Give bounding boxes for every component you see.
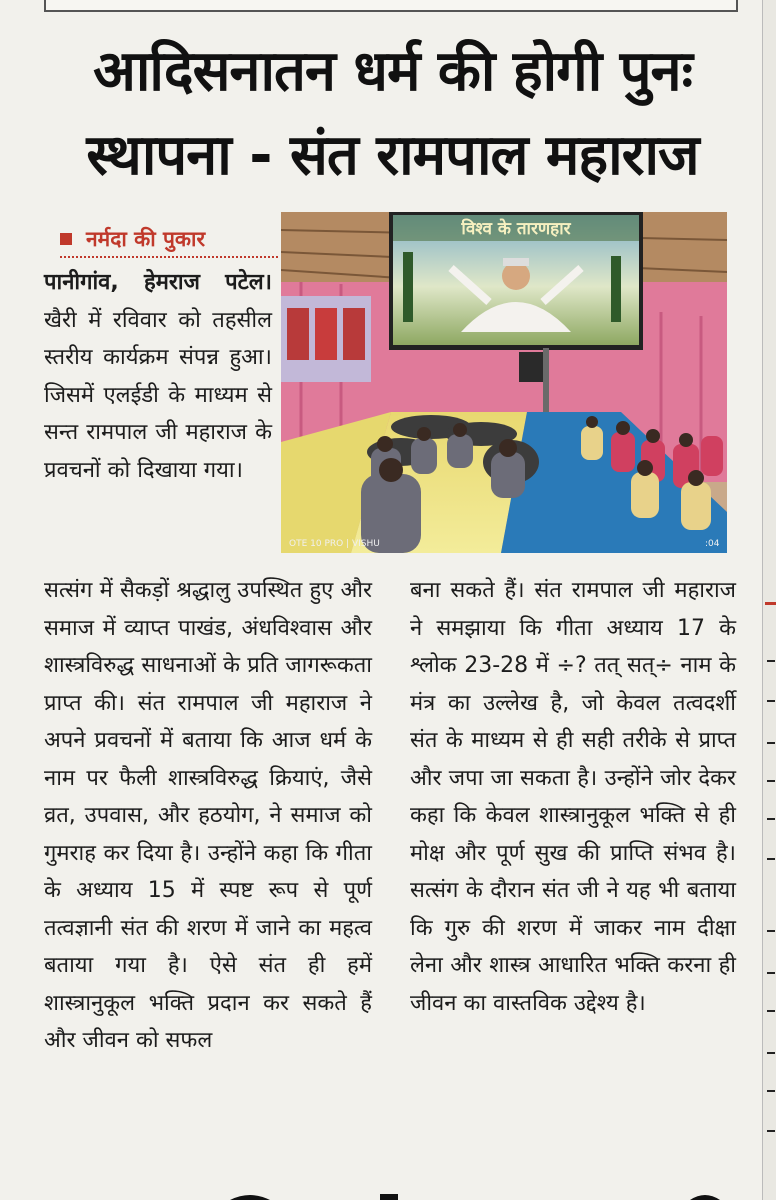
screen-banner-text: विश्व के तारणहार [461, 219, 571, 239]
headline-line-2: स्थापना - संत रामपाल महाराज [86, 123, 699, 188]
kicker-square-icon [60, 233, 72, 245]
satsang-scene-image [281, 212, 727, 553]
intro-text: खैरी में रविवार को तहसील स्तरीय कार्यक्रम संपन्न हुआ। जिसमें एलईडी के माध्यम से सन्त रामपाल जी महाराज के प्रवचनों को दिखाया गया। [44, 307, 272, 483]
top-border [44, 0, 738, 12]
article-column-1 [44, 572, 372, 1060]
article-column-2 [410, 572, 736, 1022]
article-intro-column [44, 264, 272, 489]
kicker [60, 222, 278, 258]
dateline: पानीगांव, हेमराज पटेल। [44, 270, 272, 295]
photo-watermark: OTE 10 PRO | VISHU [289, 539, 380, 549]
news-photo [281, 212, 727, 553]
headline-line-1: आदिसनातन धर्म की होगी पुनः [93, 39, 692, 104]
column-2-text: बना सकते हैं। संत रामपाल जी महाराज ने समझाया कि गीता अध्याय 17 के श्लोक 23-28 में ÷? तत् सत्÷ नाम के मंत्र का उल्लेख है, जो केवल तत्वदर्शी संत के माध्यम से ही सही तरीके से प्राप्त और जपा जा सकता है। उन्होंने जोर देकर कहा कि केवल शास्त्रानुकूल भक्ति से ही मोक्ष और पूर्ण सुख की प्राप्ति संभव है। सत्संग के दौरान संत जी ने यह भी बताया कि गुरु की शरण में जाकर नाम दीक्षा लेना और शास्त्र आधारित भक्ति करना ही जीवन का वास्तविक उद्देश्य है। [410, 578, 736, 1016]
headline [30, 30, 755, 198]
column-1-text: सत्संग में सैकड़ों श्रद्धालु उपस्थित हुए और समाज में व्याप्त पाखंड, अंधविश्वास और शास्त्रविरुद्ध साधनाओं के प्रति जागरूकता प्राप्त की। संत रामपाल जी महाराज ने अपने प्रवचनों में बताया कि आज धर्म के नाम पर फैली शास्त्रविरुद्ध क्रियाएं, जैसे व्रत, उपवास, और हठयोग, ने समाज को गुमराह कर दिया है। उन्होंने कहा कि गीता के अध्याय 15 में स्पष्ट रूप से पूर्ण तत्वज्ञानी संत की शरण में जाने का महत्व बताया गया है। ऐसे संत ही हमें शास्त्रानुकूल भक्ति प्रदान कर सकते हैं और जीवन को सफल [44, 578, 372, 1053]
next-article-fragment [200, 1190, 760, 1200]
photo-timestamp: :04 [705, 539, 720, 549]
kicker-label: नर्मदा की पुकार [86, 227, 206, 251]
adjacent-column-edge [762, 0, 776, 1200]
